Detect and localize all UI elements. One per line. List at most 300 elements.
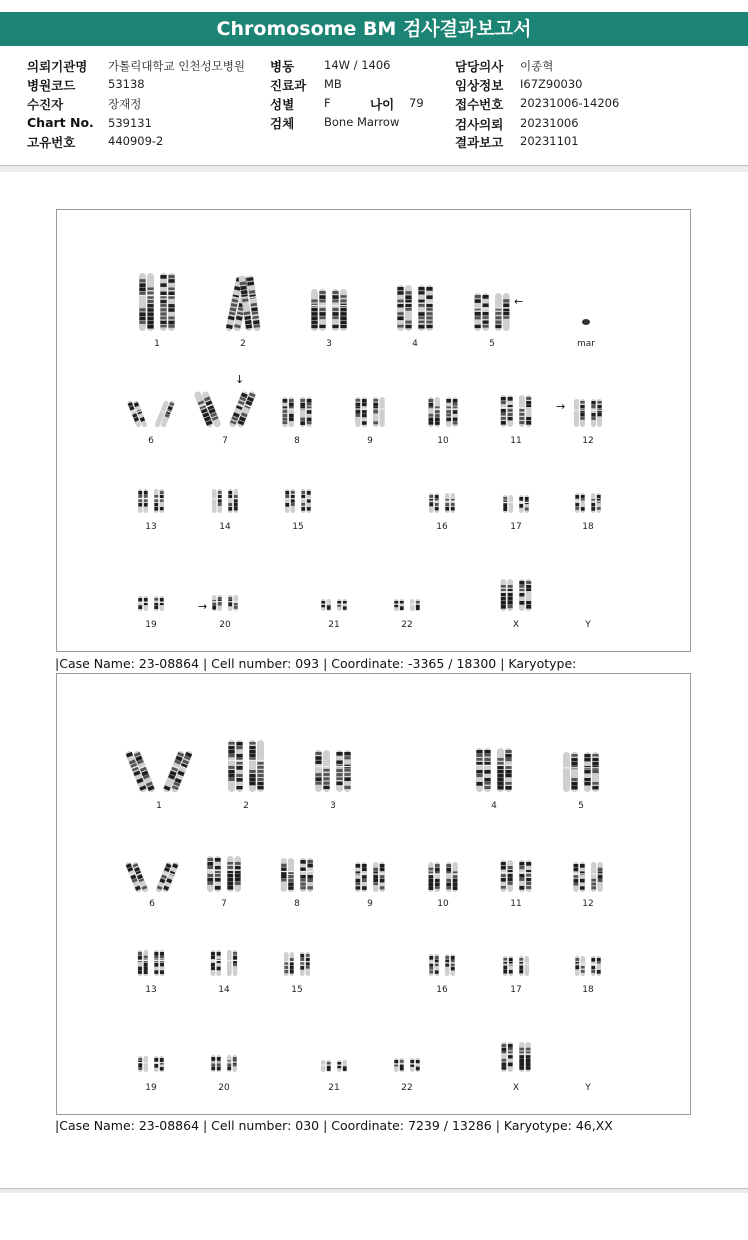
chromatid (138, 596, 143, 611)
chromatid (300, 858, 306, 892)
chromatid (394, 599, 399, 611)
chromatid (321, 599, 326, 611)
chromosome-label-22: 22 (401, 1083, 413, 1093)
chromatid (216, 950, 221, 976)
chromatid (307, 489, 312, 513)
chromatid (218, 595, 223, 611)
chromatid (426, 285, 433, 331)
chromatid (379, 397, 384, 427)
chromosome-pair (212, 489, 238, 513)
chromatid (355, 397, 360, 427)
chromatid (497, 748, 504, 792)
chromatid (591, 956, 596, 976)
chromatid (503, 495, 508, 513)
chromosome-pair (474, 293, 509, 331)
chromosome-label-Y: Y (585, 1083, 591, 1093)
chromatid (526, 579, 532, 611)
karyogram-caption-2: |Case Name: 23-08864 | Cell number: 030 | Coordinate: 7239 / 13286 | Karyotype: 46,XX (55, 1118, 613, 1133)
chromatid (284, 952, 289, 976)
chromosome-label-21: 21 (328, 1083, 340, 1093)
chromatid (394, 1058, 399, 1072)
chromatid (507, 860, 513, 892)
chromatid (452, 397, 457, 427)
karyogram-panel-1 (56, 209, 691, 652)
chromosome-label-9: 9 (367, 436, 373, 446)
chromatid (526, 860, 532, 892)
chromatid (591, 862, 596, 892)
chromosome-label-1: 1 (154, 339, 160, 349)
chromosome-pair (321, 599, 347, 611)
chromosome-pair (500, 579, 531, 611)
chromosome-label-11: 11 (510, 899, 522, 909)
chromatid (435, 954, 440, 976)
chromosome-label-5: 5 (489, 339, 495, 349)
chromosome-label-12: 12 (582, 436, 594, 446)
chromatid (362, 397, 367, 427)
chromosome-label-5: 5 (578, 801, 584, 811)
chromosome-label-mar: mar (577, 339, 595, 349)
label-sex: 성별 (270, 97, 295, 112)
chromosome-pair (573, 862, 603, 892)
annotation-arrow-icon: ↓ (235, 373, 245, 386)
chromatid (484, 748, 491, 792)
chromatid (212, 489, 217, 513)
chromatid (519, 956, 524, 976)
label-report-date: 결과보고 (455, 135, 504, 150)
chromatid (139, 273, 146, 331)
chromatid (288, 858, 294, 892)
chromatid (154, 1056, 159, 1072)
chromosome-label-8: 8 (294, 899, 300, 909)
chromosome-label-20: 20 (219, 620, 231, 630)
chromosome-pair (575, 956, 601, 976)
chromosome-label-Y: Y (585, 620, 591, 630)
chromatid (591, 493, 596, 513)
chromosome-pair (211, 1055, 237, 1072)
chromosome-label-12: 12 (582, 899, 594, 909)
chromatid (429, 493, 434, 513)
chromosome-label-16: 16 (436, 522, 448, 532)
chromatid (429, 954, 434, 976)
chromatid (519, 495, 524, 513)
chromosome-pair (355, 397, 385, 427)
chromosome-label-6: 6 (149, 899, 155, 909)
chromosome-pair (138, 489, 164, 513)
chromatid (507, 395, 513, 427)
karyogram-image-2 (57, 674, 690, 1114)
chromatid (410, 599, 415, 611)
chromatid (526, 395, 532, 427)
chromatid (291, 489, 296, 513)
label-physician: 담당의사 (455, 59, 504, 74)
chromosome-pair (282, 397, 312, 427)
chromosome-label-18: 18 (582, 985, 594, 995)
chromatid (337, 1060, 342, 1072)
chromosome-label-2: 2 (243, 801, 249, 811)
chromatid (234, 489, 239, 513)
label-chart-no: Chart No. (27, 115, 94, 130)
label-ward: 병동 (270, 59, 295, 74)
chromatid (519, 579, 525, 611)
chromatid (505, 748, 512, 792)
chromosome-pair (138, 596, 164, 611)
chromatid (503, 293, 510, 331)
chromatid (227, 856, 233, 892)
chromatid (311, 289, 318, 331)
chromosome-pair (125, 750, 193, 793)
chromosome-label-17: 17 (510, 985, 522, 995)
chromatid (580, 862, 585, 892)
chromatid (519, 860, 525, 892)
chromatid (584, 752, 591, 792)
value-chart-no: 539131 (108, 116, 152, 130)
chromosome-label-20: 20 (218, 1083, 230, 1093)
value-specimen: Bone Marrow (324, 115, 400, 129)
chromosome-label-21: 21 (328, 620, 340, 630)
value-requesting-institution: 가톨릭대학교 인천성모병원 (108, 59, 245, 73)
chromatid (445, 954, 450, 976)
chromatid (343, 1060, 348, 1072)
chromatid (445, 493, 450, 513)
chromosome-label-X: X (512, 620, 520, 630)
chromosome-pair (501, 1042, 531, 1072)
chromatid (416, 599, 421, 611)
chromatid (327, 599, 332, 611)
chromosome-label-15: 15 (292, 522, 304, 532)
chromatid (343, 599, 348, 611)
chromatid (319, 289, 326, 331)
chromatid (144, 1056, 149, 1072)
chromatid (306, 397, 311, 427)
chromosome-pair (211, 950, 238, 976)
chromatid (495, 293, 502, 331)
chromosome-pair (139, 273, 175, 331)
chromatid (218, 489, 223, 513)
chromatid (435, 862, 440, 892)
chromatid (452, 862, 457, 892)
chromatid (138, 1056, 143, 1072)
chromatid (215, 856, 221, 892)
chromosome-pair (284, 952, 310, 976)
chromatid (362, 862, 367, 892)
chromatid (212, 595, 217, 611)
chromatid (234, 595, 239, 611)
chromosome-pair (503, 495, 529, 513)
chromatid (581, 956, 586, 976)
value-physician: 이종혁 (520, 59, 554, 73)
chromatid (257, 740, 264, 792)
chromatid (281, 858, 287, 892)
chromosome-pair (207, 856, 241, 892)
chromatid (428, 862, 433, 892)
chromatid (289, 397, 294, 427)
chromatid (228, 595, 233, 611)
chromatid (500, 395, 506, 427)
label-specimen: 검체 (270, 116, 295, 131)
annotation-arrow-icon: ← (514, 295, 524, 308)
footer-divider-shade (0, 1189, 748, 1193)
chromosome-pair (500, 860, 531, 892)
chromosome-label-6: 6 (148, 436, 154, 446)
chromatid (160, 273, 167, 331)
chromatid (503, 956, 508, 976)
chromosome-label-4: 4 (412, 339, 418, 349)
chromatid (519, 1042, 524, 1072)
chromatid (144, 489, 149, 513)
chromatid (509, 495, 514, 513)
label-hospital-code: 병원코드 (27, 78, 76, 93)
chromosome-pair (193, 390, 256, 428)
chromatid (315, 750, 322, 792)
chromatid (138, 950, 143, 976)
chromosome-pair (503, 956, 529, 976)
value-age: 79 (409, 96, 424, 110)
chromatid (249, 740, 256, 792)
chromosome-label-X: X (512, 1083, 520, 1093)
chromatid (160, 950, 165, 976)
chromatid (571, 752, 578, 792)
chromosome-pair (575, 493, 601, 513)
annotation-arrow-icon: → (556, 400, 566, 413)
chromosome-pair (225, 275, 261, 332)
header-divider-shade (0, 166, 748, 172)
chromatid (211, 950, 216, 976)
chromatid (154, 596, 159, 611)
chromatid (301, 489, 306, 513)
chromosome-label-19: 19 (145, 620, 157, 630)
chromatid (519, 395, 525, 427)
chromatid (327, 1060, 332, 1072)
chromatid (321, 1060, 326, 1072)
label-clinical-info: 임상정보 (455, 78, 504, 93)
chromosome-label-3: 3 (330, 801, 336, 811)
chromatid (410, 1058, 415, 1072)
chromatid (573, 862, 578, 892)
chromatid (144, 596, 149, 611)
chromatid (597, 956, 602, 976)
chromatid (418, 285, 425, 331)
karyogram-image-1 (57, 210, 690, 651)
marker-chromosome (582, 319, 590, 325)
chromosome-label-10: 10 (437, 436, 449, 446)
chromosome-pair (281, 858, 313, 892)
chromosome-label-14: 14 (218, 985, 230, 995)
chromosome-label-19: 19 (145, 1083, 157, 1093)
chromosome-label-10: 10 (437, 899, 449, 909)
chromatid (337, 599, 342, 611)
chromatid (227, 1055, 232, 1072)
chromatid (563, 752, 570, 792)
value-patient: 장재정 (108, 97, 142, 111)
chromosome-pair (500, 395, 531, 427)
value-sex: F (324, 96, 331, 110)
chromatid (435, 397, 440, 427)
chromatid (379, 862, 384, 892)
chromatid (416, 1058, 421, 1072)
chromatid (154, 489, 159, 513)
chromosome-label-7: 7 (221, 899, 227, 909)
chromosome-pair (394, 1058, 420, 1072)
chromatid (217, 1055, 222, 1072)
chromatid (160, 1056, 165, 1072)
chromosome-label-1: 1 (156, 801, 162, 811)
label-age: 나이 (370, 97, 395, 112)
chromatid (508, 1042, 513, 1072)
chromatid (592, 752, 599, 792)
chromatid (373, 397, 378, 427)
chromatid (233, 950, 238, 976)
chromosome-pair (138, 950, 165, 976)
chromosome-pair (311, 289, 347, 331)
chromatid (500, 860, 506, 892)
chromosome-label-4: 4 (491, 801, 497, 811)
chromatid (355, 862, 360, 892)
chromatid (307, 858, 313, 892)
chromatid (581, 493, 586, 513)
chromatid (143, 950, 148, 976)
chromatid (405, 285, 412, 331)
chromatid (323, 750, 330, 792)
chromatid (591, 399, 596, 427)
value-unique-id: 440909-2 (108, 134, 164, 148)
chromatid (597, 493, 602, 513)
chromosome-pair (394, 599, 420, 611)
chromosome-pair (355, 862, 385, 892)
chromatid (282, 397, 287, 427)
chromosome-pair (321, 1060, 347, 1072)
chromatid (228, 740, 235, 792)
chromatid (446, 397, 451, 427)
chromatid (507, 579, 513, 611)
chromatid (233, 1055, 238, 1072)
chromatid (525, 1042, 530, 1072)
chromosome-pair (428, 397, 458, 427)
chromatid (147, 273, 154, 331)
chromatid (300, 397, 305, 427)
chromatid (373, 862, 378, 892)
chromatid (580, 399, 585, 427)
chromosome-pair (574, 399, 602, 427)
chromosome-pair (429, 954, 455, 976)
chromatid (138, 489, 143, 513)
chromatid (340, 289, 347, 331)
chromatid (509, 956, 514, 976)
chromatid (525, 495, 530, 513)
chromatid (474, 293, 481, 331)
chromosome-pair (285, 489, 311, 513)
chromatid (207, 856, 213, 892)
chromosome-label-14: 14 (219, 522, 231, 532)
chromatid (500, 579, 506, 611)
chromatid (400, 1058, 405, 1072)
chromatid (227, 950, 232, 976)
chromatid (597, 399, 602, 427)
label-patient: 수진자 (27, 97, 64, 112)
chromosome-label-18: 18 (582, 522, 594, 532)
chromatid (435, 493, 440, 513)
chromatid (285, 489, 290, 513)
chromatid (160, 489, 165, 513)
chromatid (575, 493, 580, 513)
chromatid (290, 952, 295, 976)
chromosome-label-7: 7 (222, 436, 228, 446)
chromatid (597, 862, 602, 892)
chromosome-pair (563, 752, 599, 792)
chromosome-pair (429, 493, 455, 513)
label-department: 진료과 (270, 78, 307, 93)
chromatid (160, 596, 165, 611)
chromatid (501, 1042, 506, 1072)
chromatid (236, 740, 243, 792)
chromosome-label-8: 8 (294, 436, 300, 446)
label-requesting-institution: 의뢰기관명 (27, 59, 88, 74)
chromatid (336, 750, 343, 792)
chromosome-pair (315, 750, 351, 792)
chromosome-pair (476, 748, 512, 792)
label-unique-id: 고유번호 (27, 135, 76, 150)
chromosome-label-13: 13 (145, 522, 157, 532)
chromatid (397, 285, 404, 331)
chromatid (154, 950, 159, 976)
chromosome-pair (228, 740, 264, 792)
chromosome-pair (212, 595, 238, 611)
value-accession-no: 20231006-14206 (520, 96, 620, 110)
chromatid (234, 856, 240, 892)
chromosome-label-3: 3 (326, 339, 332, 349)
chromosome-label-22: 22 (401, 620, 413, 630)
chromatid (168, 273, 175, 331)
chromosome-pair (127, 400, 176, 428)
chromosome-label-11: 11 (510, 436, 522, 446)
value-clinical-info: I67Z90030 (520, 77, 583, 91)
annotation-arrow-icon: → (198, 600, 208, 613)
chromatid (446, 862, 451, 892)
karyogram-panel-2 (56, 673, 691, 1115)
chromatid (300, 952, 305, 976)
value-hospital-code: 53138 (108, 77, 145, 91)
chromosome-label-17: 17 (510, 522, 522, 532)
chromatid (400, 599, 405, 611)
chromosome-pair (428, 862, 458, 892)
chromatid (575, 956, 580, 976)
chromatid (332, 289, 339, 331)
value-ward: 14W / 1406 (324, 58, 391, 72)
chromatid (306, 952, 311, 976)
chromatid (344, 750, 351, 792)
karyogram-caption-1: |Case Name: 23-08864 | Cell number: 093 | Coordinate: -3365 / 18300 | Karyotype: (55, 656, 577, 671)
label-request-date: 검사의뢰 (455, 117, 504, 132)
report-title: Chromosome BM 검사결과보고서 (0, 12, 748, 46)
chromosome-label-16: 16 (436, 985, 448, 995)
chromatid (476, 748, 483, 792)
chromatid (574, 399, 579, 427)
chromosome-pair (138, 1056, 164, 1072)
chromatid (451, 954, 456, 976)
chromatid (451, 493, 456, 513)
value-department: MB (324, 77, 342, 91)
label-accession-no: 접수번호 (455, 97, 504, 112)
chromatid (428, 397, 433, 427)
chromosome-label-2: 2 (240, 339, 246, 349)
chromatid (525, 956, 530, 976)
chromatid (211, 1055, 216, 1072)
chromatid (482, 293, 489, 331)
chromosome-label-15: 15 (291, 985, 303, 995)
chromosome-pair (125, 861, 180, 893)
value-report-date: 20231101 (520, 134, 579, 148)
chromosome-label-13: 13 (145, 985, 157, 995)
chromosome-label-9: 9 (367, 899, 373, 909)
